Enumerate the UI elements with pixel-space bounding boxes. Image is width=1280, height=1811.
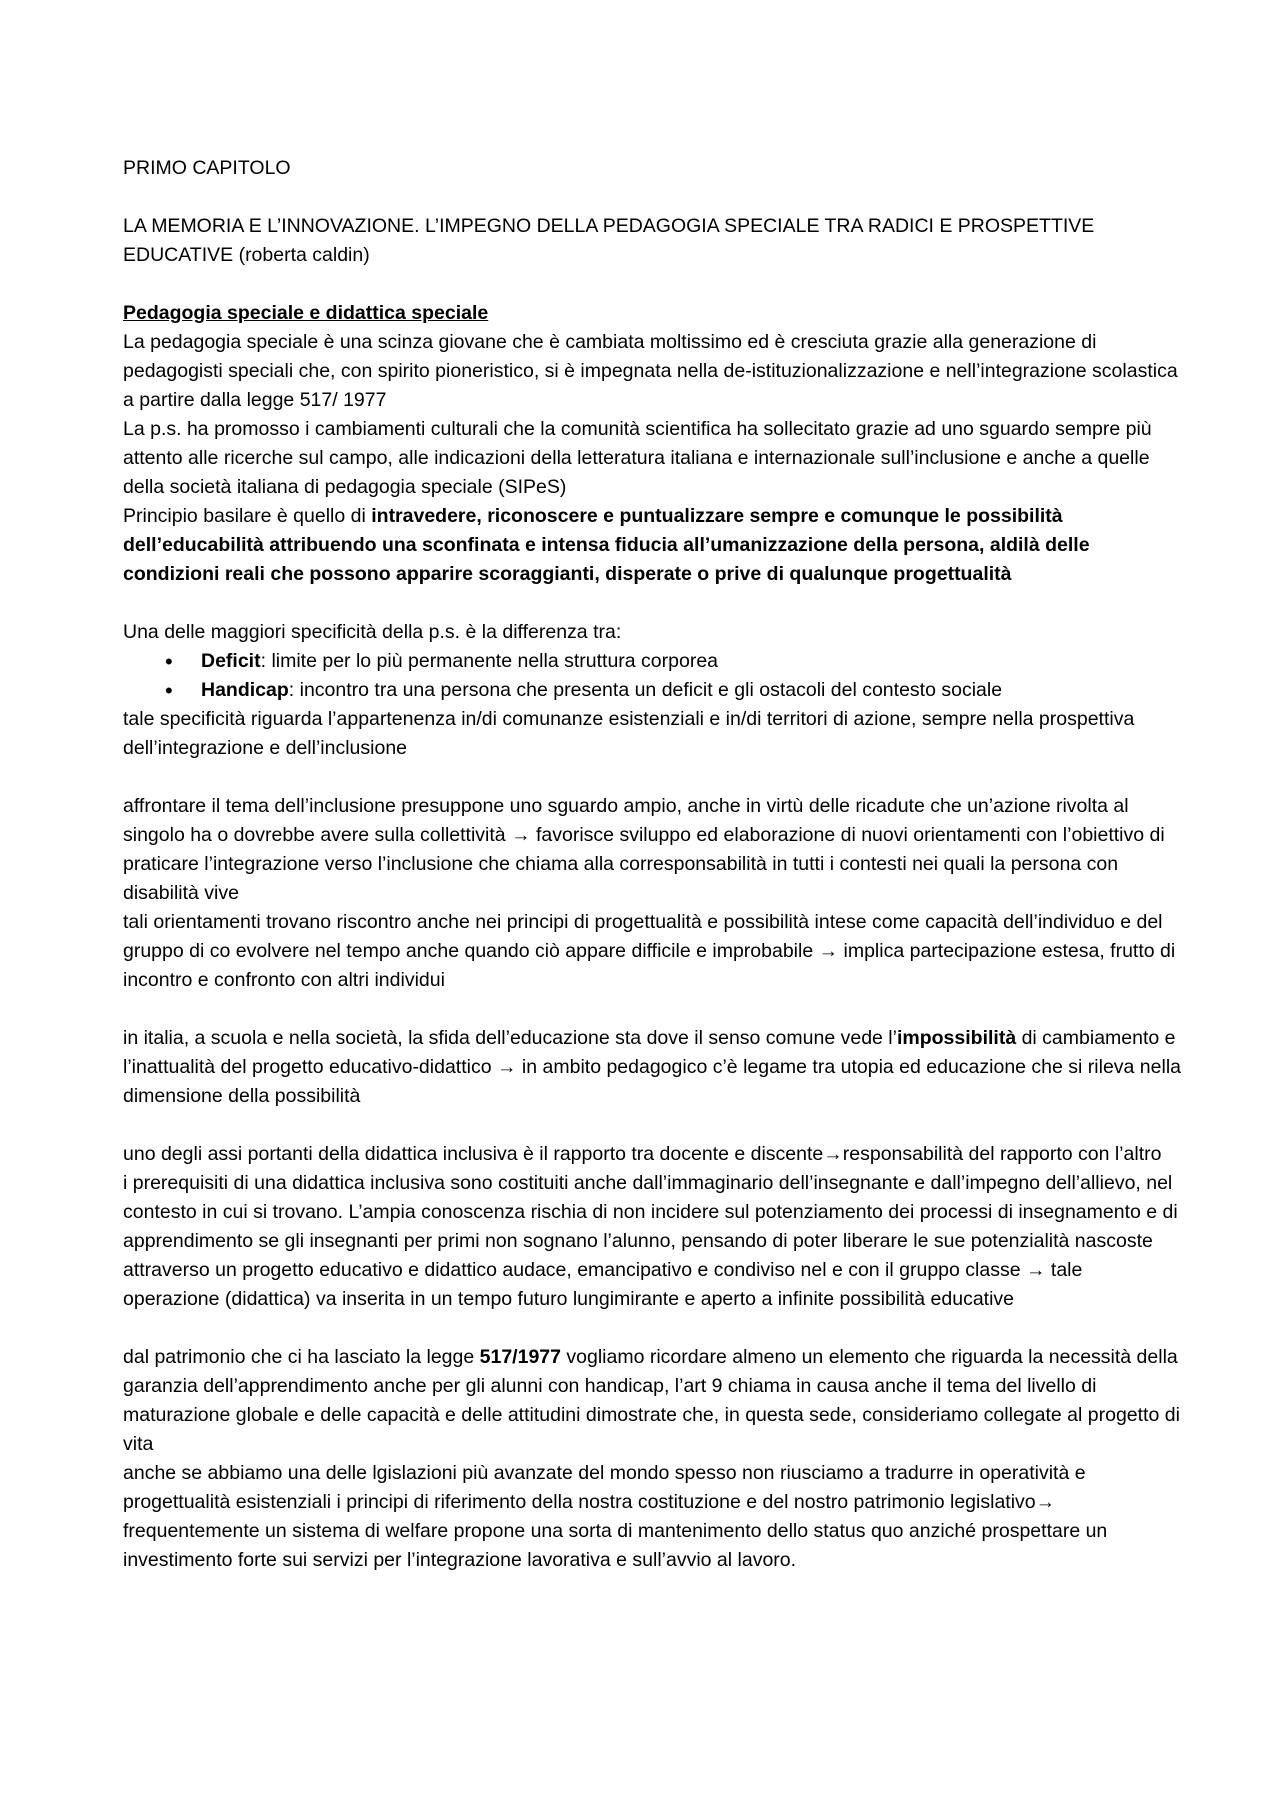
spacer [123,995,1183,1024]
arrow-right-icon: → [1035,1491,1056,1513]
arrow-right-icon: → [1025,1259,1046,1281]
spacer [123,183,1183,212]
document-page [123,154,1183,1575]
text-run: dal patrimonio che ci ha lasciato la legge [123,1346,480,1368]
spacer [123,763,1183,792]
paragraph-3-bold: intravedere, riconoscere e puntualizzare sempre e comunque le possibilità dell’educabilità attribuendo una sconfinata e intensa fiducia all’umanizzazione della persona, aldilà delle condizioni reali che possono apparire scoraggianti, disperate o prive di qualunque progettualità [123,505,1090,585]
arrow-right-icon: → [823,1143,843,1165]
text-run: di cambiamento e l’inattualità del progetto educativo-didattico [123,1027,1176,1078]
bullet-term: Handicap [201,679,289,701]
text-run: affrontare il tema dell’inclusione presuppone uno sguardo ampio, anche in virtù delle ricadute che un’azione rivolta al singolo ha o dovrebbe avere sulla collettività [123,795,1129,846]
paragraph-10 [123,1169,1183,1314]
paragraph-3 [123,502,1183,589]
spacer [123,1111,1183,1140]
text-run: responsabilità del rapporto con l’altro [842,1143,1162,1165]
paragraph-2: La p.s. ha promosso i cambiamenti culturali che la comunità scientifica ha sollecitato grazie ad uno sguardo sempre più attento alle ricerche sul campo, alle indicazioni della letteratura italiana e internazionale sull’inclusione e anche a quelle della società italiana di pedagogia speciale (SIPeS) [123,418,1152,498]
bold-run: impossibilità [896,1027,1017,1049]
text-run: in ambito pedagogico c’è legame tra utopia ed educazione che si rileva nella dimensione della possibilità [123,1056,1182,1107]
text-run: vogliamo ricordare almeno un elemento che riguarda la necessità della garanzia dell’apprendimento anche per gli alunni con handicap, l’art 9 chiama in causa anche il tema del livello di maturazione globale e delle capacità e delle attitudini dimostrate che, in questa sede, consideriamo collegate al progetto di vita [123,1346,1180,1455]
paragraph-11 [123,1343,1183,1459]
arrow-right-icon: → [497,1056,517,1078]
text-run: implica partecipazione estesa, frutto di incontro e confronto con altri individui [123,940,1176,991]
bullet-text: : limite per lo più permanente nella struttura corporea [260,650,719,672]
bullet-item-handicap [123,676,1183,705]
text-run: uno degli assi portanti della didattica inclusiva è il rapporto tra docente e discente [123,1143,824,1165]
paragraph-4: Una delle maggiori specificità della p.s. è la differenza tra: [123,621,622,643]
chapter-label: PRIMO CAPITOLO [123,157,291,179]
text-run: favorisce sviluppo ed elaborazione di nuovi orientamenti con l’obiettivo di praticare l’integrazione verso l’inclusione che chiama alla corresponsabilità in tutti i contesti nei quali la persona con disabilità vive [123,824,1165,904]
spacer [123,1314,1183,1343]
text-run: in italia, a scuola e nella società, la sfida dell’educazione sta dove il senso comune vede l’ [123,1027,897,1049]
arrow-right-icon: → [818,940,839,962]
text-run: tali orientamenti trovano riscontro anche nei principi di progettualità e possibilità intese come capacità dell’individuo e del gruppo di co evolvere nel tempo anche quando ciò appare difficile e improbabile [123,911,1163,962]
bullet-term: Deficit [201,650,261,672]
text-run: tale operazione (didattica) va inserita in un tempo futuro lungimirante e aperto a infinite possibilità educative [123,1259,1083,1310]
arrow-right-icon: → [511,824,531,846]
text-run: frequentemente un sistema di welfare propone una sorta di mantenimento dello status quo anziché prospettare un investimento forte sui servizi per l’integrazione lavorativa e sull’avvio al lavoro. [123,1520,1108,1571]
bold-run: 517/1977 [479,1346,561,1368]
chapter-title: LA MEMORIA E L’INNOVAZIONE. L’IMPEGNO DELLA PEDAGOGIA SPECIALE TRA RADICI E PROSPETTIVE EDUCATIVE (roberta caldin) [123,215,1095,266]
paragraph-3-lead: Principio basilare è quello di [123,505,372,527]
paragraph-1: La pedagogia speciale è una scinza giovane che è cambiata moltissimo ed è cresciuta grazie alla generazione di pedagogisti speciali che, con spirito pioneristico, si è impegnata nella de-istituzionalizzazione e nell’integrazione scolastica a partire dalla legge 517/ 1977 [123,331,1178,411]
bullet-text: : incontro tra una persona che presenta un deficit e gli ostacoli del contesto sociale [288,679,1003,701]
paragraph-7 [123,908,1183,995]
section-heading: Pedagogia speciale e didattica speciale [123,302,489,324]
paragraph-6 [123,792,1183,908]
paragraph-5: tale specificità riguarda l’appartenenza in/di comunanze esistenziali e in/di territori di azione, sempre nella prospettiva dell’integrazione e dell’inclusione [123,708,1135,759]
bullet-item-deficit [123,647,1183,676]
spacer [123,270,1183,299]
text-run: i prerequisiti di una didattica inclusiva sono costituiti anche dall’immaginario dell’insegnante e dall’impegno dell’allievo, nel contesto in cui si trovano. L’ampia conoscenza rischia di non incidere sul potenziamento dei processi di insegnamento e di apprendimento se gli insegnanti per primi non sognano l’alunno, pensando di poter liberare le sue potenzialità nascoste attraverso un progetto educativo e didattico audace, emancipativo e condiviso nel e con il gruppo classe [123,1172,1178,1281]
paragraph-8 [123,1024,1183,1111]
bullet-list [123,647,1183,705]
spacer [123,589,1183,618]
paragraph-12 [123,1459,1183,1575]
text-run: anche se abbiamo una delle lgislazioni più avanzate del mondo spesso non riusciamo a tradurre in operatività e progettualità esistenziali i principi di riferimento della nostra costituzione e del nostro patrimonio legislativo [123,1462,1086,1513]
paragraph-9 [123,1140,1183,1169]
